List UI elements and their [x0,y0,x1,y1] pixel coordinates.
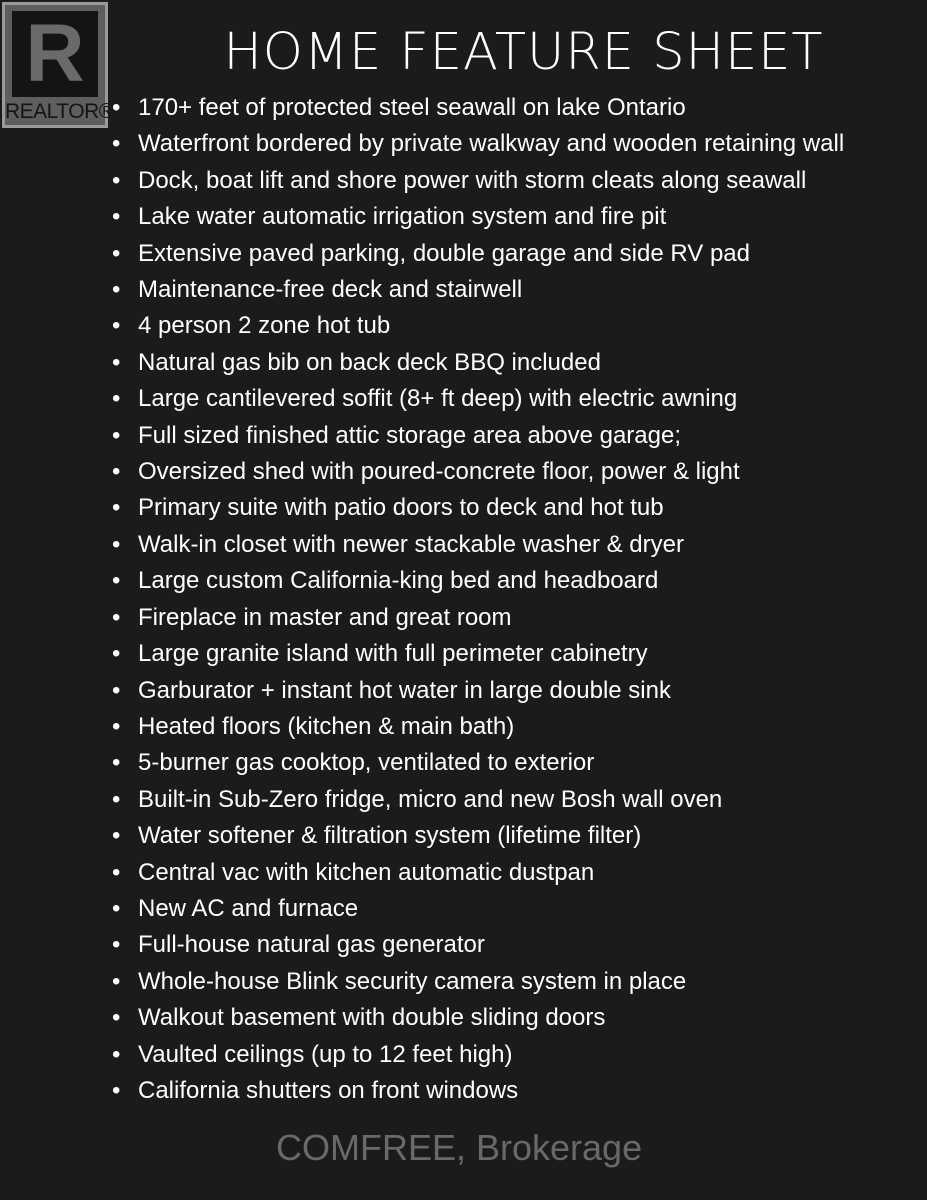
list-item: • Garburator + instant hot water in large double sink [112,673,902,709]
list-item: • California shutters on front windows [112,1073,902,1109]
list-item: • Waterfront bordered by private walkway and wooden retaining wall [112,126,902,162]
list-item: • Walk-in closet with newer stackable washer & dryer [112,527,902,563]
list-item: • Primary suite with patio doors to deck and hot tub [112,490,902,526]
page-title: HOME FEATURE SHEET [223,23,824,82]
list-item: • Oversized shed with poured-concrete floor, power & light [112,454,902,490]
list-item: • Water softener & filtration system (lifetime filter) [112,818,902,854]
list-item: • Central vac with kitchen automatic dustpan [112,855,902,891]
list-item: • Fireplace in master and great room [112,600,902,636]
realtor-logo-letter: R [25,8,85,99]
feature-list [112,90,902,1109]
list-item: • Lake water automatic irrigation system and fire pit [112,199,902,235]
list-item: • Large granite island with full perimeter cabinetry [112,636,902,672]
realtor-logo [2,2,114,128]
list-item: • Built-in Sub-Zero fridge, micro and new Bosh wall oven [112,782,902,818]
list-item: • Large cantilevered soffit (8+ ft deep) with electric awning [112,381,902,417]
list-item: • Large custom California-king bed and headboard [112,563,902,599]
list-item: • Full sized finished attic storage area above garage; [112,418,902,454]
list-item: • Heated floors (kitchen & main bath) [112,709,902,745]
list-item: • Natural gas bib on back deck BBQ included [112,345,902,381]
list-item: • New AC and furnace [112,891,902,927]
list-item: • Vaulted ceilings (up to 12 feet high) [112,1037,902,1073]
list-item: • 170+ feet of protected steel seawall on lake Ontario [112,90,902,126]
realtor-logo-mark [12,8,98,99]
list-item: • Dock, boat lift and shore power with storm cleats along seawall [112,163,902,199]
list-item: • Whole-house Blink security camera system in place [112,964,902,1000]
list-item: • 5-burner gas cooktop, ventilated to exterior [112,745,902,781]
list-item: • Maintenance-free deck and stairwell [112,272,902,308]
list-item: • 4 person 2 zone hot tub [112,308,902,344]
list-item: • Walkout basement with double sliding doors [112,1000,902,1036]
brokerage-watermark: COMFREE, Brokerage [276,1127,643,1168]
realtor-logo-text: REALTOR® [5,100,114,123]
list-item: • Extensive paved parking, double garage and side RV pad [112,236,902,272]
list-item: • Full-house natural gas generator [112,927,902,963]
